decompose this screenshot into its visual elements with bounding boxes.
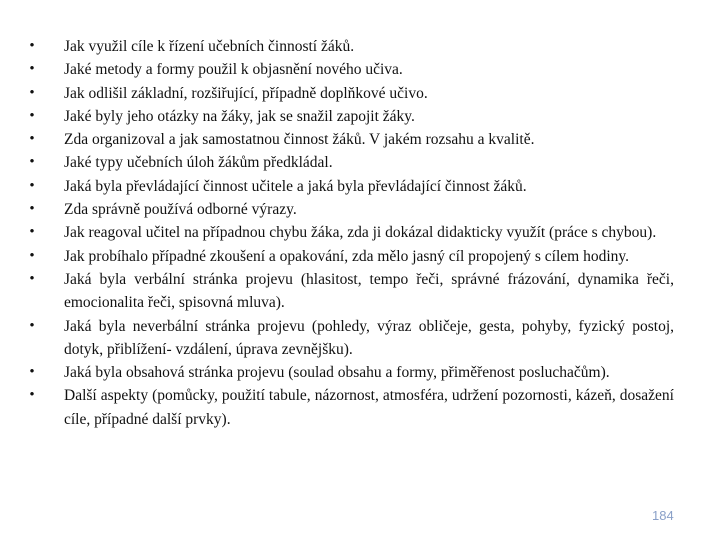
bullet-icon: • [29, 201, 35, 218]
bullet-icon: • [29, 317, 35, 334]
bullet-icon: • [29, 177, 35, 194]
list-item [26, 384, 674, 431]
bullet-icon: • [29, 224, 35, 241]
list-item-text: Další aspekty (pomůcky, použití tabule, názornost, atmosféra, udržení pozornosti, kázeň, dosažení cíle, případné další prvky). [64, 387, 674, 428]
bullet-icon: • [29, 247, 35, 264]
list-item-text: Jaké typy učebních úloh žákům předkládal. [64, 154, 333, 172]
list-item [26, 151, 674, 174]
list-item [26, 128, 674, 151]
bullet-icon: • [29, 270, 35, 287]
list-item-text: Jaké metody a formy použil k objasnění nového učiva. [64, 61, 403, 79]
bullet-icon: • [29, 387, 35, 404]
list-item-text: Jak probíhalo případné zkoušení a opakování, zda mělo jasný cíl propojený s cílem hodiny. [64, 247, 630, 265]
bullet-icon: • [29, 107, 35, 124]
list-item [26, 315, 674, 362]
list-item-text: Jak odlišil základní, rozšiřující, případně doplňkové učivo. [64, 84, 428, 102]
bullet-icon: • [29, 38, 35, 54]
page-number: 184 [652, 508, 674, 523]
bullet-list [26, 35, 674, 431]
bullet-icon: • [29, 61, 35, 78]
list-item [26, 105, 674, 128]
list-item [26, 361, 674, 384]
list-item-text: Jaká byla neverbální stránka projevu (pohledy, výraz obličeje, gesta, pohyby, fyzický postoj, dotyk, přiblížení- vzdálení, úprava zevnějšku). [64, 317, 674, 358]
list-item-text: Jaká byla verbální stránka projevu (hlasitost, tempo řeči, správné frázování, dynamika řeči, emocionalita řeči, spisovná mluva). [64, 270, 674, 312]
list-item-text: Jak reagoval učitel na případnou chybu žáka, zda ji dokázal didakticky využít (práce s chybou). [64, 224, 657, 242]
list-item-text: Jaké byly jeho otázky na žáky, jak se snažil zapojit žáky. [64, 107, 415, 125]
list-item [26, 35, 674, 58]
list-item-text: Jaká byla obsahová stránka projevu (soulad obsahu a formy, přiměřenost posluchačům). [64, 364, 610, 382]
bullet-icon: • [29, 131, 35, 148]
bullet-icon: • [29, 364, 35, 381]
list-item [26, 268, 674, 315]
bullet-icon: • [29, 84, 35, 101]
bullet-icon: • [29, 154, 35, 171]
list-item-text: Jak využil cíle k řízení učebních činností žáků. [64, 38, 355, 55]
list-item [26, 82, 674, 105]
list-item-text: Jaká byla převládající činnost učitele a jaká byla převládající činnost žáků. [64, 177, 527, 195]
list-item-text: Zda organizoval a jak samostatnou činnost žáků. V jakém rozsahu a kvalitě. [64, 131, 535, 149]
list-item-text: Zda správně používá odborné výrazy. [64, 201, 297, 219]
list-item [26, 198, 674, 221]
list-item [26, 221, 674, 244]
list-item [26, 58, 674, 81]
list-item [26, 245, 674, 268]
list-item [26, 175, 674, 198]
